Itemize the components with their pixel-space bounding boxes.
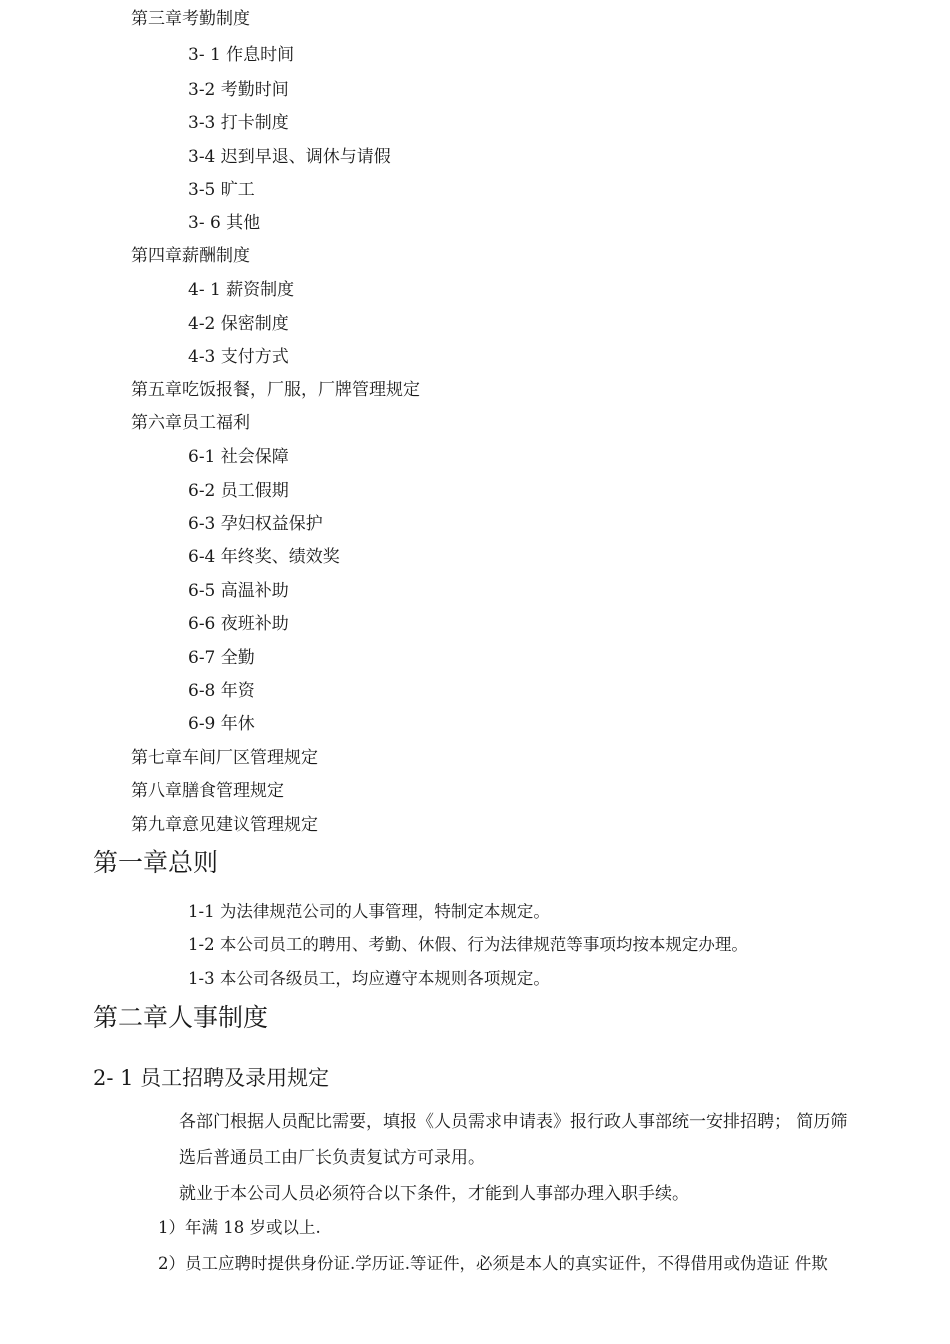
toc-section-6-8: 6-8 年资 — [188, 681, 255, 701]
toc-section-6-1: 6-1 社会保障 — [188, 447, 289, 467]
toc-section-4-3: 4-3 支付方式 — [188, 347, 289, 367]
chapter-2-title: 第二章人事制度 — [93, 1003, 269, 1032]
toc-chapter-6: 第六章员工福利 — [131, 413, 250, 433]
toc-chapter-4: 第四章薪酬制度 — [131, 246, 250, 266]
clause-1-3: 1-3 本公司各级员工，均应遵守本规则各项规定。 — [188, 969, 550, 988]
section-2-1-title: 2- 1 员工招聘及录用规定 — [93, 1066, 330, 1090]
toc-section-6-4: 6-4 年终奖、绩效奖 — [188, 547, 340, 567]
toc-section-3-6: 3- 6 其他 — [188, 213, 261, 233]
toc-section-6-2: 6-2 员工假期 — [188, 481, 289, 501]
toc-section-6-7: 6-7 全勤 — [188, 648, 255, 668]
condition-1: 1）年满 18 岁或以上. — [158, 1218, 321, 1237]
toc-chapter-8: 第八章膳食管理规定 — [131, 781, 284, 801]
paragraph-recruitment-line-2: 选后普通员工由厂长负责复试方可录用。 — [179, 1148, 485, 1168]
toc-section-4-1: 4- 1 薪资制度 — [188, 280, 295, 300]
clause-1-2: 1-2 本公司员工的聘用、考勤、休假、行为法律规范等事项均按本规定办理。 — [188, 935, 748, 954]
toc-section-3-3: 3-3 打卡制度 — [188, 113, 289, 133]
toc-chapter-9: 第九章意见建议管理规定 — [131, 815, 318, 835]
toc-section-3-4: 3-4 迟到早退、调休与请假 — [188, 147, 391, 167]
paragraph-conditions-intro: 就业于本公司人员必须符合以下条件，才能到人事部办理入职手续。 — [179, 1184, 689, 1204]
toc-chapter-5: 第五章吃饭报餐，厂服，厂牌管理规定 — [131, 380, 420, 400]
clause-1-1: 1-1 为法律规范公司的人事管理，特制定本规定。 — [188, 902, 550, 921]
toc-section-6-5: 6-5 高温补助 — [188, 581, 289, 601]
paragraph-recruitment-line-1: 各部门根据人员配比需要，填报《人员需求申请表》报行政人事部统一安排招聘； 简历筛 — [179, 1112, 848, 1132]
toc-section-6-9: 6-9 年休 — [188, 714, 255, 734]
toc-chapter-7: 第七章车间厂区管理规定 — [131, 748, 318, 768]
toc-section-6-6: 6-6 夜班补助 — [188, 614, 289, 634]
toc-section-3-1: 3- 1 作息时间 — [188, 45, 295, 65]
condition-2: 2）员工应聘时提供身份证.学历证.等证件，必须是本人的真实证件，不得借用或伪造证 件欺 — [158, 1254, 828, 1273]
toc-section-4-2: 4-2 保密制度 — [188, 314, 289, 334]
toc-section-3-5: 3-5 旷工 — [188, 180, 255, 200]
toc-chapter-3: 第三章考勤制度 — [131, 9, 250, 29]
toc-section-3-2: 3-2 考勤时间 — [188, 80, 289, 100]
chapter-1-title: 第一章总则 — [93, 848, 219, 877]
toc-section-6-3: 6-3 孕妇权益保护 — [188, 514, 323, 534]
